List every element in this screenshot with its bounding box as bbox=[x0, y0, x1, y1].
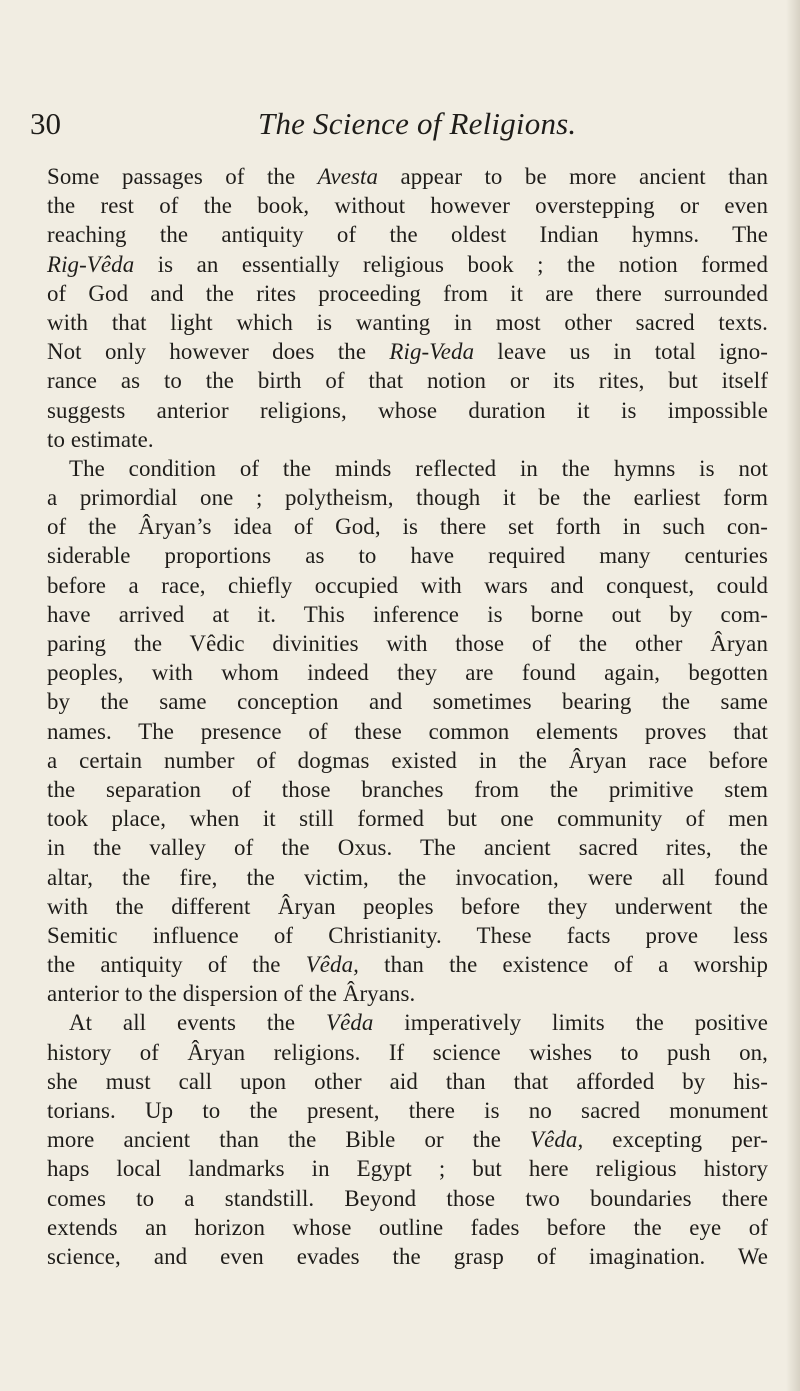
italic-title: Vêda bbox=[326, 1010, 374, 1036]
text-run: suggests anterior religions, whose duration it is impossible bbox=[47, 397, 768, 423]
text-run: rance as to the birth of that notion or its rites, but itself bbox=[47, 368, 768, 394]
text-run: siderable proportions as to have required many centuries bbox=[47, 543, 768, 569]
text-run: haps local landmarks in Egypt ; but here religious history bbox=[47, 1156, 768, 1182]
text-run: history of Âryan religions. If science wishes to push on, bbox=[47, 1039, 768, 1065]
text-run: than the existence of a worship bbox=[358, 952, 768, 978]
page-edge-shadow bbox=[786, 0, 800, 1391]
text-line bbox=[47, 337, 768, 366]
text-line bbox=[47, 279, 768, 308]
text-line bbox=[47, 687, 768, 716]
italic-title: Vêda, bbox=[305, 952, 359, 978]
text-run: Some passages of the bbox=[47, 164, 318, 189]
text-run: comes to a standstill. Beyond those two boundaries there bbox=[47, 1185, 768, 1211]
text-line bbox=[47, 1008, 768, 1037]
text-line bbox=[47, 454, 768, 483]
text-run: names. The presence of these common elements proves that bbox=[47, 718, 768, 744]
text-line bbox=[47, 746, 768, 775]
text-line bbox=[47, 1242, 768, 1271]
paragraph bbox=[47, 162, 768, 454]
text-run: science, and even evades the grasp of imagination. We bbox=[47, 1243, 768, 1269]
text-run: Not only however does the bbox=[47, 339, 390, 365]
text-line bbox=[47, 979, 768, 1008]
text-run: with that light which is wanting in most other sacred texts. bbox=[47, 309, 768, 335]
text-line bbox=[47, 775, 768, 804]
italic-title: Rig-Vêda bbox=[47, 251, 135, 277]
text-run: excepting per- bbox=[583, 1127, 768, 1153]
text-run: in the valley of the Oxus. The ancient sacred rites, the bbox=[47, 835, 768, 861]
text-line bbox=[47, 308, 768, 337]
text-run: reaching the antiquity of the oldest Indian hymns. The bbox=[47, 222, 768, 248]
text-run: The condition of the minds reflected in the hymns is not bbox=[69, 455, 768, 481]
text-run: of the Âryan’s idea of God, is there set forth in such con- bbox=[47, 514, 768, 540]
text-run: the antiquity of the bbox=[47, 952, 306, 978]
text-line bbox=[47, 1184, 768, 1213]
text-run: by the same conception and sometimes bearing the same bbox=[47, 689, 768, 715]
text-run: torians. Up to the present, there is no sacred monument bbox=[47, 1098, 768, 1123]
text-line bbox=[47, 396, 768, 425]
text-run: of God and the rites proceeding from it are there surrounded bbox=[47, 280, 768, 306]
body-text bbox=[47, 162, 768, 1271]
text-line bbox=[47, 483, 768, 512]
text-line bbox=[47, 921, 768, 950]
text-line bbox=[47, 1067, 768, 1096]
italic-title: Rig-Veda bbox=[389, 339, 475, 365]
text-line bbox=[47, 425, 768, 454]
text-line bbox=[47, 600, 768, 629]
text-line bbox=[47, 804, 768, 833]
text-run: imperatively limits the positive bbox=[373, 1010, 768, 1036]
text-run: appear to be more ancient than bbox=[378, 164, 769, 189]
text-run: more ancient than the Bible or the bbox=[47, 1127, 531, 1153]
text-run: she must call upon other aid than that afforded by his- bbox=[47, 1068, 768, 1094]
text-run: altar, the fire, the victim, the invocation, were all found bbox=[47, 864, 768, 890]
text-line bbox=[47, 629, 768, 658]
running-title: The Science of Religions. bbox=[258, 106, 577, 141]
text-line bbox=[47, 1038, 768, 1067]
text-line bbox=[47, 1125, 768, 1154]
text-line bbox=[47, 541, 768, 570]
text-line bbox=[47, 950, 768, 979]
text-line bbox=[47, 512, 768, 541]
text-line bbox=[47, 191, 768, 220]
text-run: extends an horizon whose outline fades before the eye of bbox=[47, 1214, 768, 1240]
text-line bbox=[47, 1154, 768, 1183]
text-run: before a race, chiefly occupied with wars and conquest, could bbox=[47, 572, 768, 598]
text-run: anterior to the dispersion of the Âryans. bbox=[47, 981, 416, 1007]
text-run: the separation of those branches from the primitive stem bbox=[47, 776, 768, 802]
paragraph bbox=[47, 1008, 768, 1271]
text-line bbox=[47, 717, 768, 746]
text-run: At all events the bbox=[69, 1010, 326, 1036]
text-line bbox=[47, 220, 768, 249]
text-line bbox=[47, 1213, 768, 1242]
text-line bbox=[47, 162, 768, 191]
text-line bbox=[47, 1096, 768, 1125]
text-run: peoples, with whom indeed they are found again, begotten bbox=[47, 660, 768, 686]
text-run: is an essentially religious book ; the notion formed bbox=[134, 251, 768, 277]
text-run: paring the Vêdic divinities with those of the other Âryan bbox=[47, 631, 768, 656]
text-run: took place, when it still formed but one community of men bbox=[47, 806, 768, 832]
paragraph bbox=[47, 454, 768, 1009]
text-line bbox=[47, 863, 768, 892]
text-run: Semitic influence of Christianity. These facts prove less bbox=[47, 922, 768, 948]
text-line bbox=[47, 833, 768, 862]
text-run: to estimate. bbox=[47, 426, 154, 452]
text-run: a primordial one ; polytheism, though it be the earliest form bbox=[47, 485, 768, 511]
text-line bbox=[47, 250, 768, 279]
text-line bbox=[47, 366, 768, 395]
text-line bbox=[47, 571, 768, 600]
page-number: 30 bbox=[30, 106, 61, 141]
running-head bbox=[30, 104, 770, 144]
text-run: have arrived at it. This inference is borne out by com- bbox=[47, 601, 768, 627]
text-run: leave us in total igno- bbox=[474, 339, 768, 365]
text-line bbox=[47, 892, 768, 921]
text-run: with the different Âryan peoples before they underwent the bbox=[47, 893, 768, 919]
italic-title: Avesta bbox=[317, 164, 379, 189]
text-run: a certain number of dogmas existed in the Âryan race before bbox=[47, 747, 768, 773]
italic-title: Vêda, bbox=[530, 1127, 584, 1153]
text-line bbox=[47, 658, 768, 687]
text-run: the rest of the book, without however overstepping or even bbox=[47, 193, 768, 219]
